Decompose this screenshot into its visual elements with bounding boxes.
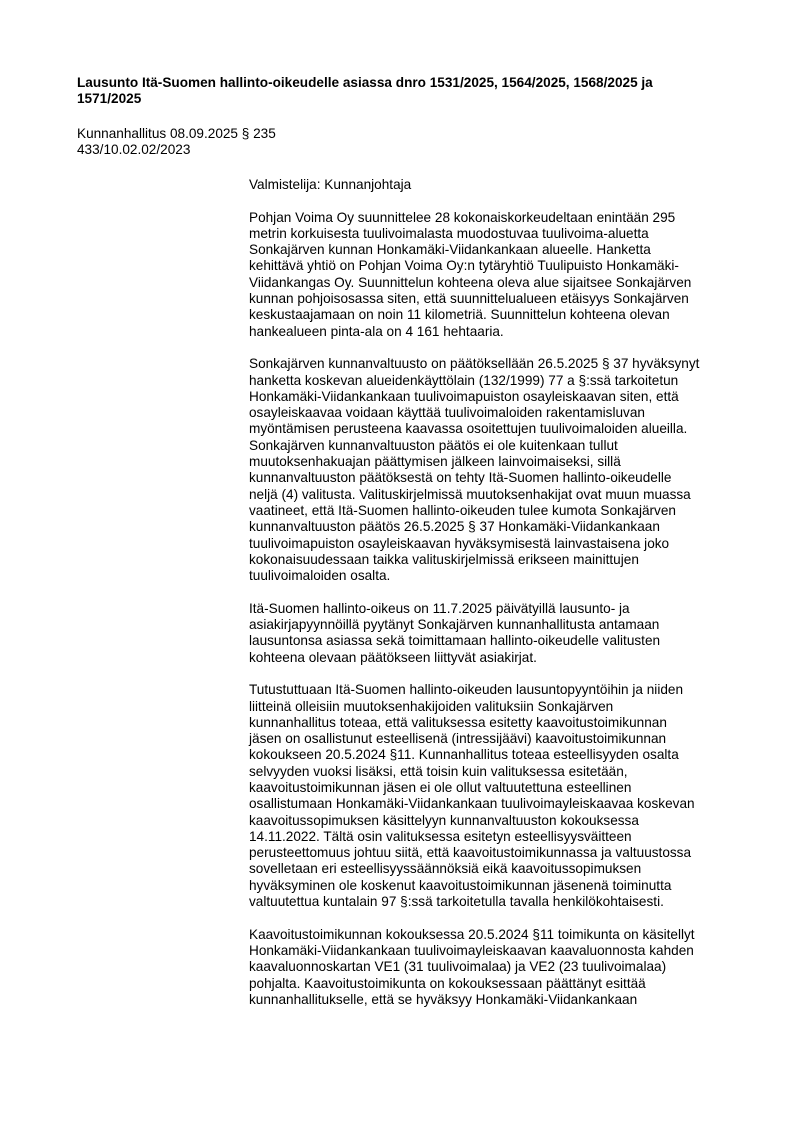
body-text: [249, 177, 739, 1024]
paragraph-line: kokoukseen 20.5.2024 §11. Kunnanhallitus toteaa esteellisyyden osalta: [249, 747, 679, 763]
meeting-reference: Kunnanhallitus 08.09.2025 § 235: [77, 126, 276, 141]
document-title: [77, 75, 717, 107]
paragraph-line: Viidankangas Oy. Suunnittelun kohteena oleva alue sijaitsee Sonkajärven: [249, 274, 692, 290]
paragraph-line: hankealueen pinta-ala on 4 161 hehtaaria.: [249, 323, 504, 339]
paragraph-line: Tutustuttuaan Itä-Suomen hallinto-oikeuden lausuntopyyntöihin ja niiden: [249, 682, 684, 698]
paragraph-line: sovelletaan eri esteellisyyssäännöksiä eikä kaavoitussopimuksen: [249, 861, 642, 877]
paragraph-line: hyväksyminen ole koskenut kaavoitustoimikunnan jäsenenä toiminutta: [249, 877, 672, 893]
paragraph-line: pohjalta. Kaavoitustoimikunta on kokouksessaan päättänyt esittää: [249, 975, 646, 991]
paragraph: [249, 682, 739, 910]
paragraph-line: hanketta koskevan alueidenkäyttölain (132/1999) 77 a §:ssä tarkoitetun: [249, 372, 679, 388]
paragraph-line: kaavoitussopimuksen käsittelyyn kunnanvaltuuston kokouksessa: [249, 812, 639, 828]
title-line: 1571/2025: [77, 91, 142, 106]
paragraph: [249, 356, 739, 584]
paragraph: [249, 210, 739, 340]
paragraph-line: muutoksenhakuajan päättymisen jälkeen lainvoimaiseksi, sillä: [249, 454, 621, 470]
paragraph-line: Sonkajärven kunnanvaltuusto on päätöksellään 26.5.2025 § 37 hyväksynyt: [249, 356, 700, 372]
paragraph-line: asiakirjapyynnöillä pyytänyt Sonkajärven kunnanhallitusta antamaan: [249, 617, 660, 633]
paragraph-line: Sonkajärven kunnan Honkamäki-Viidankankaan alueelle. Hanketta: [249, 242, 651, 258]
paragraph-line: selvyyden vuoksi lisäksi, että toisin kuin valituksessa esitetään,: [249, 763, 628, 779]
paragraph-line: myöntämisen perusteena kaavassa osoitettujen tuulivoimaloiden alueilla.: [249, 421, 688, 437]
paragraph-line: tuulivoimapuiston osayleiskaavan hyväksymisestä lainvastaisena joko: [249, 535, 670, 551]
paragraph-line: valtuutettua kuntalain 97 §:ssä tarkoitetulla tavalla henkilökohtaisesti.: [249, 894, 664, 910]
paragraph-line: osallistumaan Honkamäki-Viidankankaan tuulivoimayleiskaavaa koskevan: [249, 796, 695, 812]
paragraph-line: kehittävä yhtiö on Pohjan Voima Oy:n tytäryhtiö Tuulipuisto Honkamäki-: [249, 258, 679, 274]
paragraph-line: Itä-Suomen hallinto-oikeus on 11.7.2025 päivätyillä lausunto- ja: [249, 600, 630, 616]
paragraph-line: Sonkajärven kunnanvaltuuston päätös ei ole kuitenkaan tullut: [249, 437, 618, 453]
paragraph-line: perusteettomuus johtuu siitä, että kaavoitustoimikunnassa ja valtuustossa: [249, 845, 692, 861]
paragraph-line: kaavaluonnoskartan VE1 (31 tuulivoimalaa) ja VE2 (23 tuulivoimalaa): [249, 959, 667, 975]
paragraph-line: Pohjan Voima Oy suunnittelee 28 kokonaiskorkeudeltaan enintään 295: [249, 209, 676, 225]
paragraph-line: kokonaisuudessaan taikka valituskirjelmissä erikseen mainittujen: [249, 551, 639, 567]
record-number: 433/10.02.02/2023: [77, 142, 191, 157]
paragraph-line: vaatineet, että Itä-Suomen hallinto-oikeuden tulee kumota Sonkajärven: [249, 502, 676, 518]
paragraph-line: kunnanhallitus toteaa, että valituksessa esitetty kaavoitustoimikunnan: [249, 714, 667, 730]
paragraph-line: liitteinä olleisiin muutoksenhakijoiden valituksiin Sonkajärven: [249, 698, 614, 714]
paragraph-line: kohteena olevaan päätökseen liittyvät asiakirjat.: [249, 649, 537, 665]
preparer-line: Valmistelija: Kunnanjohtaja: [249, 177, 412, 192]
paragraph-line: 14.11.2022. Tältä osin valituksessa esitetyn esteellisyysväitteen: [249, 828, 632, 844]
paragraph-line: kunnanvaltuuston päätös 26.5.2025 § 37 Honkamäki-Viidankankaan: [249, 519, 660, 535]
paragraph: [249, 927, 739, 1008]
paragraph-line: metrin korkuisesta tuulivoimalasta muodostuvaa tuulivoima-aluetta: [249, 225, 649, 241]
paragraph-line: neljä (4) valitusta. Valituskirjelmissä muutoksenhakijat ovat muun muassa: [249, 486, 691, 502]
paragraph-line: jäsen on osallistunut esteellisenä (intressijäävi) kaavoitustoimikunnan: [249, 731, 667, 747]
paragraph-line: kaavoitustoimikunnan jäsen ei ole ollut valtuutettuna esteellinen: [249, 779, 632, 795]
title-line: Lausunto Itä-Suomen hallinto-oikeudelle asiassa dnro 1531/2025, 1564/2025, 1568/2025 ja: [77, 75, 653, 90]
paragraph-line: kunnan pohjoisosassa siten, että suunnittelualueen etäisyys Sonkajärven: [249, 291, 689, 307]
paragraph-container: [249, 210, 739, 1009]
paragraph-line: kunnanvaltuuston päätöksestä on tehty Itä-Suomen hallinto-oikeudelle: [249, 470, 672, 486]
paragraph-line: tuulivoimaloiden osalta.: [249, 568, 391, 584]
paragraph-line: Kaavoitustoimikunnan kokouksessa 20.5.2024 §11 toimikunta on käsitellyt: [249, 926, 695, 942]
paragraph-line: kunnanhallitukselle, että se hyväksyy Honkamäki-Viidankankaan: [249, 991, 638, 1007]
paragraph-line: Honkamäki-Viidankankaan tuulivoimayleiskaavan kaavaluonnosta kahden: [249, 942, 694, 958]
paragraph-line: keskustaajamaan on noin 11 kilometriä. Suunnittelun kohteena olevan: [249, 307, 670, 323]
meeting-meta: [77, 126, 276, 158]
paragraph-line: osayleiskaavaa voidaan käyttää tuulivoimaloiden rakentamisluvan: [249, 405, 645, 421]
paragraph-line: lausuntonsa asiassa sekä toimittamaan hallinto-oikeudelle valitusten: [249, 633, 661, 649]
paragraph: [249, 601, 739, 666]
paragraph-line: Honkamäki-Viidankankaan tuulivoimapuiston osayleiskaavan siten, että: [249, 388, 679, 404]
